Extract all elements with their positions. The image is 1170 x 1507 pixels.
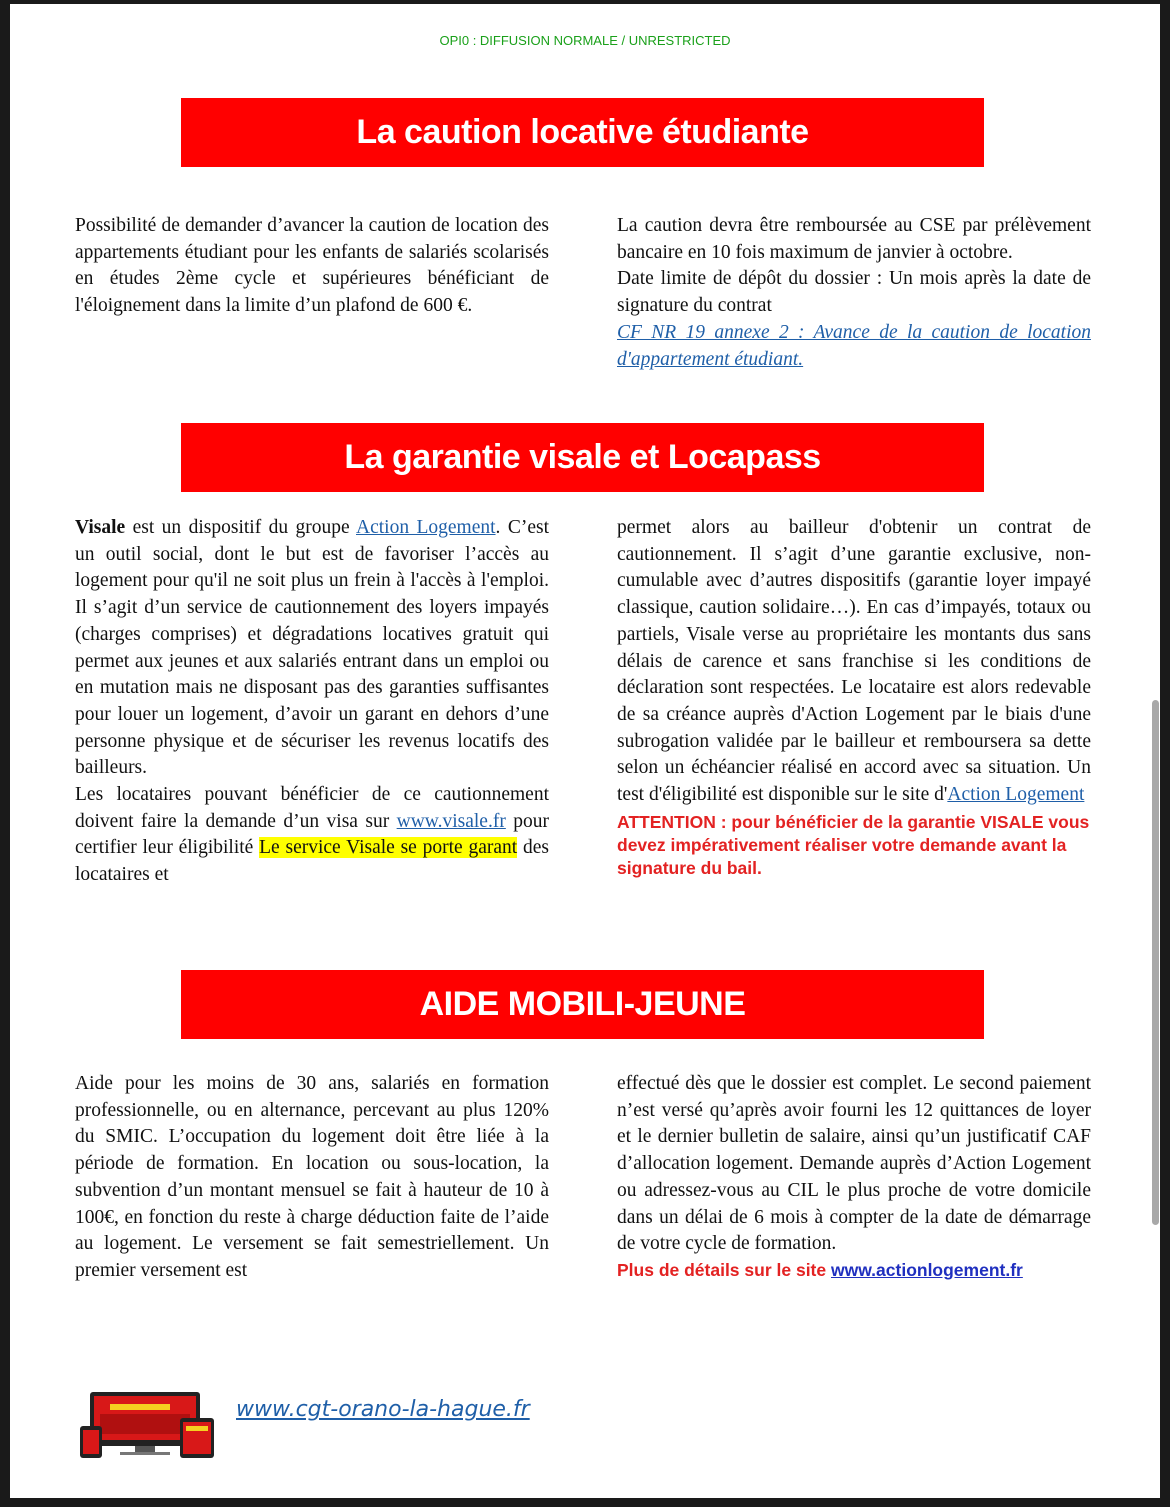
visale-left-text	[75, 515, 549, 889]
actionlogement-link[interactable]: www.actionlogement.fr	[830, 1259, 1023, 1280]
visale-text-c: Les locataires pouvant bénéficier de ce cautionnement doivent faire la demande d’un visa sur	[75, 784, 549, 832]
section-title-caution: La caution locative étudiante	[181, 98, 984, 167]
footer-website-link[interactable]: www.cgt-orano-la-hague.fr	[236, 1397, 530, 1422]
more-details	[617, 1258, 1091, 1283]
visale-right-body: permet alors au bailleur d'obtenir un contrat de cautionnement. Il s’agit d’une garantie exclusive, non-cumulable avec d’autres dispositifs (garantie loyer impayé classique, caution solidaire…). En cas d’impayés, totaux ou partiels, Visale verse au propriétaire les montants dus sans délais de carence et sans franchise si les conditions de déclaration sont respectées. Le locataire est alors redevable de sa créance auprès d'Action Logement par le biais d'une subrogation validée par le bailleur et remboursera sa dette selon un échéancier réalisé en accord avec sa situation. Un test d'éligibilité est disponible sur le site d'	[617, 517, 1091, 806]
scrollbar[interactable]	[1152, 700, 1159, 1225]
visale-text-e: des locataires et	[75, 837, 550, 886]
caution-left-text	[75, 213, 549, 320]
mobili-description: Aide pour les moins de 30 ans, salariés en formation professionnelle, ou en alternance, percevant au plus 120% du SMIC. L’occupation du logement doit être liée à la période de formation. En location ou sous-location, la subvention d’un montant mensuel se fait à hauteur de 10 à 100€, en fonction du reste à charge déduction faite de l’aide au logement. Le versement se fait semestriellement. Un premier versement est	[75, 1073, 549, 1281]
caution-deadline: Date limite de dépôt du dossier : Un mois après la date de signature du contrat	[617, 268, 1091, 317]
caution-reference-link[interactable]: CF NR 19 annexe 2 : Avance de la caution de location d'appartement étudiant.	[617, 321, 1091, 370]
visale-site-link[interactable]: www.visale.fr	[396, 810, 506, 832]
visale-text-a: est un dispositif du groupe	[125, 517, 356, 538]
caution-right-text	[617, 213, 1091, 373]
more-details-label: Plus de détails sur le site	[617, 1259, 831, 1280]
classification-label: OPI0 : DIFFUSION NORMALE / UNRESTRICTED	[439, 33, 731, 48]
action-logement-link[interactable]: Action Logement	[356, 517, 496, 538]
mobili-left-text	[75, 1071, 549, 1285]
mobili-payment: effectué dès que le dossier est complet. Le second paiement n’est versé qu’après avoir fourni les 12 quittances de loyer et le dernier bulletin de salaire, ainsi qu’un justificatif CAF d’allocation logement. Demande auprès d’Action Logement ou adressez-vous au CIL le plus proche de votre domicile dans un délai de 6 mois à compter de la date de démarrage de votre cycle de formation.	[617, 1073, 1091, 1255]
caution-repayment: La caution devra être remboursée au CSE par prélèvement bancaire en 10 fois maximum de janvier à octobre.	[617, 215, 1091, 263]
visale-text-b: . C’est un outil social, dont le but est de favoriser l’accès au logement pour qu'il ne soit plus un frein à l'accès à l'emploi. Il s’agit d’un service de cautionnement des loyers impayés (charges comprises) et dégradations locatives gratuit qui permet aux jeunes et aux salariés entrant dans un emploi ou en mutation mais ne disposant pas des garanties suffisantes pour louer un logement, d’avoir un garant en dehors d’une personne physique et de sécuriser les revenus locatifs des bailleurs.	[75, 517, 549, 779]
action-logement-link-2[interactable]: Action Logement	[947, 784, 1085, 806]
visale-bold: Visale	[75, 517, 126, 538]
visale-highlight: Le service Visale se porte garant	[259, 837, 518, 859]
caution-description: Possibilité de demander d’avancer la caution de location des appartements étudiant pour les enfants de salariés scolarisés en études 2ème cycle et supérieures bénéficiant de l'éloignement dans la limite d’un plafond de 600 €.	[75, 215, 549, 317]
mobili-right-text	[617, 1071, 1091, 1283]
visale-text-d: pour certifier leur éligibilité	[75, 810, 549, 859]
visale-warning: ATTENTION : pour bénéficier de la garantie VISALE vous devez impérativement réaliser votre demande avant la signature du bail.	[617, 811, 1090, 878]
section-title-visale: La garantie visale et Locapass	[181, 423, 984, 492]
devices-icon	[80, 1390, 220, 1460]
section-title-mobili-jeune: AIDE MOBILI-JEUNE	[181, 970, 984, 1039]
visale-right-text	[617, 515, 1091, 880]
